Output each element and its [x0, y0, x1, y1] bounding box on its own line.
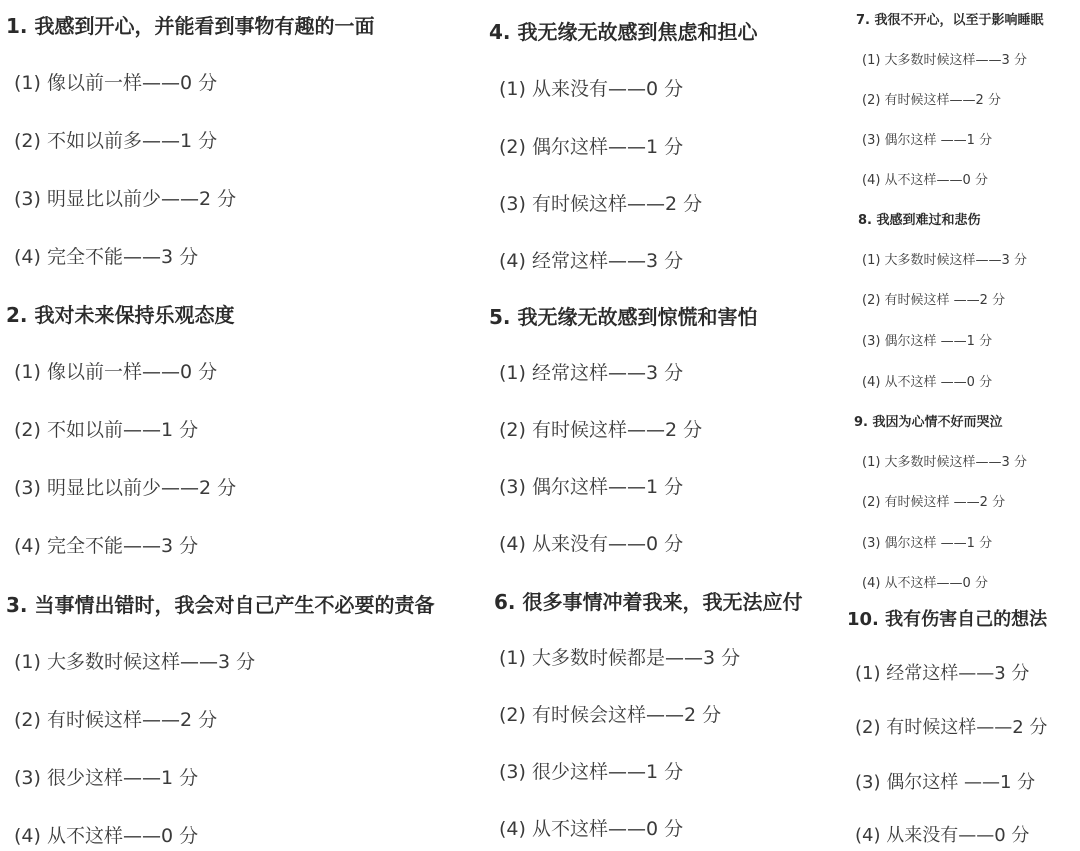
question-title: 5. 我无缘无故感到惊慌和害怕	[489, 305, 758, 329]
option-item: (4) 完全不能——3 分	[14, 535, 199, 557]
option-item: (2) 有时候这样——2 分	[14, 709, 218, 731]
option-item: (4) 经常这样——3 分	[499, 250, 684, 272]
option-item: (1) 经常这样——3 分	[499, 362, 684, 384]
question-title: 6. 很多事情冲着我来，我无法应付	[494, 590, 803, 614]
option-item: (4) 从不这样 ——0 分	[862, 375, 993, 390]
option-item: (3) 偶尔这样 ——1 分	[862, 133, 993, 148]
option-item: (1) 大多数时候这样——3 分	[862, 253, 1027, 268]
option-item: (1) 像以前一样——0 分	[14, 361, 218, 383]
option-item: (1) 像以前一样——0 分	[14, 72, 218, 94]
option-item: (1) 大多数时候这样——3 分	[14, 651, 256, 673]
option-item: (3) 很少这样——1 分	[14, 767, 199, 789]
option-item: (1) 大多数时候都是——3 分	[499, 647, 741, 669]
option-item: (3) 偶尔这样 ——1 分	[855, 772, 1036, 793]
question-title: 2. 我对未来保持乐观态度	[6, 303, 235, 327]
option-item: (3) 很少这样——1 分	[499, 761, 684, 783]
question-title: 1. 我感到开心，并能看到事物有趣的一面	[6, 14, 375, 38]
option-item: (4) 从不这样——0 分	[14, 825, 199, 847]
option-item: (3) 偶尔这样——1 分	[499, 476, 684, 498]
option-item: (2) 有时候这样 ——2 分	[862, 293, 1006, 308]
question-title: 7. 我很不开心，以至于影响睡眠	[856, 13, 1044, 28]
option-item: (4) 完全不能——3 分	[14, 246, 199, 268]
option-item: (4) 从不这样——0 分	[862, 173, 988, 188]
question-title: 9. 我因为心情不好而哭泣	[854, 415, 1003, 430]
option-item: (3) 明显比以前少——2 分	[14, 188, 237, 210]
question-title: 10. 我有伤害自己的想法	[847, 609, 1048, 630]
option-item: (4) 从来没有——0 分	[499, 533, 684, 555]
option-item: (1) 经常这样——3 分	[855, 663, 1030, 684]
option-item: (4) 从不这样——0 分	[862, 576, 988, 591]
option-item: (3) 有时候这样——2 分	[499, 193, 703, 215]
option-item: (2) 有时候这样——2 分	[862, 93, 1001, 108]
option-item: (2) 有时候会这样——2 分	[499, 704, 722, 726]
option-item: (1) 从来没有——0 分	[499, 78, 684, 100]
option-item: (4) 从不这样——0 分	[499, 818, 684, 840]
option-item: (1) 大多数时候这样——3 分	[862, 53, 1027, 68]
option-item: (2) 有时候这样——2 分	[855, 717, 1048, 738]
option-item: (2) 有时候这样 ——2 分	[862, 495, 1006, 510]
question-title: 8. 我感到难过和悲伤	[858, 213, 981, 228]
option-item: (3) 偶尔这样 ——1 分	[862, 536, 993, 551]
option-item: (2) 偶尔这样——1 分	[499, 136, 684, 158]
option-item: (3) 偶尔这样 ——1 分	[862, 334, 993, 349]
option-item: (4) 从来没有——0 分	[855, 825, 1030, 846]
option-item: (2) 有时候这样——2 分	[499, 419, 703, 441]
question-title: 3. 当事情出错时，我会对自己产生不必要的责备	[6, 593, 435, 617]
option-item: (3) 明显比以前少——2 分	[14, 477, 237, 499]
option-item: (2) 不如以前多——1 分	[14, 130, 218, 152]
option-item: (1) 大多数时候这样——3 分	[862, 455, 1027, 470]
question-title: 4. 我无缘无故感到焦虑和担心	[489, 20, 758, 44]
option-item: (2) 不如以前——1 分	[14, 419, 199, 441]
